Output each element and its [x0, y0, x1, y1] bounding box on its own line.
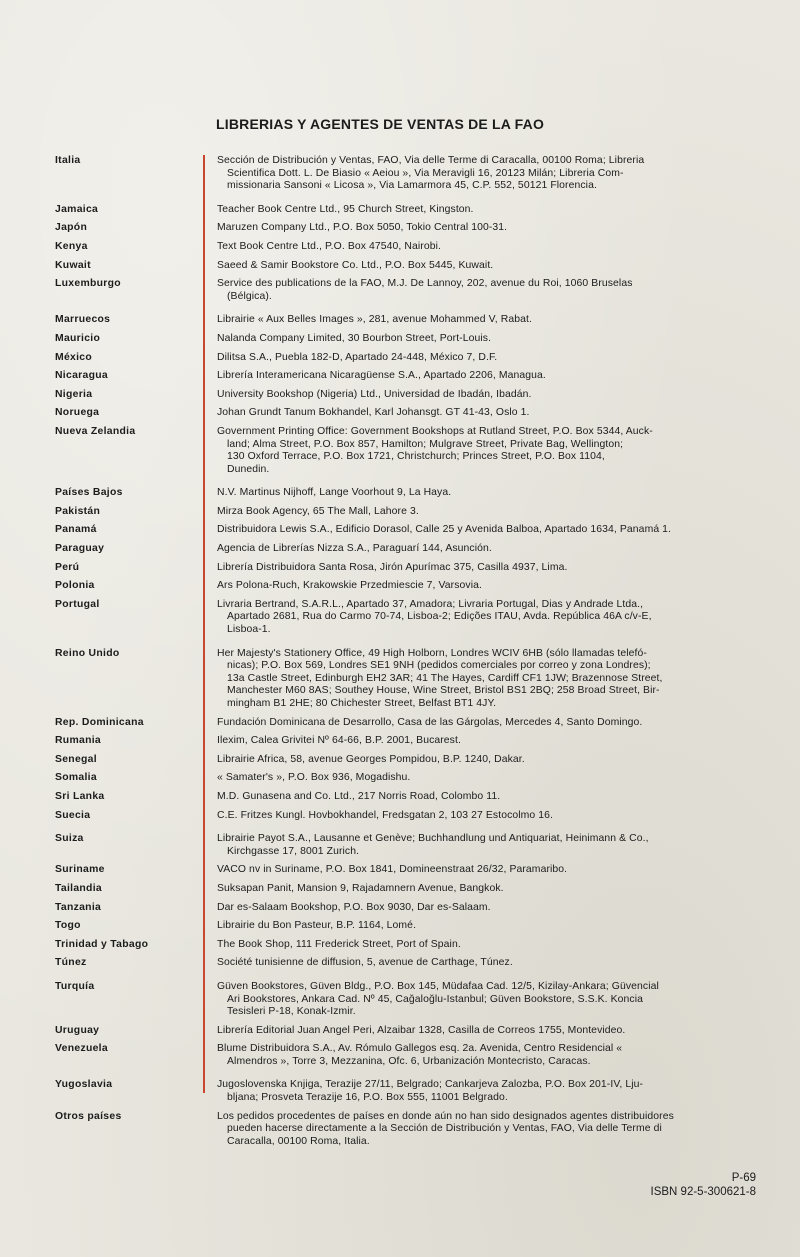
list-item — [55, 506, 767, 519]
country-name: Panamá — [55, 524, 97, 536]
country-name: Otros países — [55, 1110, 122, 1122]
agent-line: Livraria Bertrand, S.A.R.L., Apartado 37, Amadora; Livraria Portugal, Dias y Andrade Ltda., — [217, 598, 644, 610]
agent-details — [203, 352, 767, 365]
list-item — [55, 352, 767, 365]
country-name: Reino Unido — [55, 647, 120, 659]
agent-line: Distribuidora Lewis S.A., Edificio Dorasol, Calle 25 y Avenida Balboa, Apartado 1634, Panamá 1. — [217, 524, 672, 536]
country-name: Kuwait — [55, 259, 91, 271]
list-item — [55, 204, 767, 217]
agent-details — [203, 204, 767, 217]
agent-details — [203, 791, 767, 804]
agent-details — [203, 260, 767, 273]
agent-details — [203, 810, 767, 823]
agent-line: Manchester M60 8AS; Southey House, Wine Street, Bristol BS1 2BQ; 258 Broad Street, Bir- — [227, 685, 660, 697]
agent-details — [203, 902, 767, 915]
agent-details — [203, 222, 767, 235]
list-item — [55, 939, 767, 952]
country-name: Togo — [55, 920, 81, 932]
agent-details — [203, 833, 767, 858]
agent-line: Librairie Africa, 58, avenue Georges Pompidou, B.P. 1240, Dakar. — [217, 753, 525, 765]
list-item — [55, 543, 767, 556]
country-name: Tailandia — [55, 882, 102, 894]
list-item — [55, 981, 767, 1019]
agent-details — [203, 981, 767, 1019]
agent-details — [203, 524, 767, 537]
country-name: Somalia — [55, 772, 97, 784]
agent-line: bljana; Prosveta Terazije 16, P.O. Box 555, 11001 Belgrado. — [227, 1092, 508, 1104]
page-title: LIBRERIAS Y AGENTES DE VENTAS DE LA FAO — [216, 116, 545, 132]
list-item — [55, 314, 767, 327]
agent-line: Librería Interamericana Nicaragüense S.A., Apartado 2206, Managua. — [217, 370, 546, 382]
agent-line: Lisboa-1. — [227, 624, 271, 636]
agent-line: Caracalla, 00100 Roma, Italia. — [227, 1135, 370, 1147]
country-name: Venezuela — [55, 1043, 108, 1055]
country-name: Trinidad y Tabago — [55, 938, 149, 950]
agent-line: 130 Oxford Terrace, P.O. Box 1721, Christchurch; Princes Street, P.O. Box 1104, — [227, 451, 605, 463]
agent-line: C.E. Fritzes Kungl. Hovbokhandel, Fredsgatan 2, 103 27 Estocolmo 16. — [217, 809, 554, 821]
list-item — [55, 957, 767, 970]
agent-line: Government Printing Office: Government Bookshops at Rutland Street, P.O. Box 5344, Auck- — [217, 425, 653, 437]
isbn: ISBN 92-5-300621-8 — [650, 1186, 756, 1198]
list-item — [55, 222, 767, 235]
agent-details — [203, 717, 767, 730]
agent-line: Text Book Centre Ltd., P.O. Box 47540, Nairobi. — [217, 240, 441, 252]
agent-line: Nalanda Company Limited, 30 Bourbon Street, Port-Louis. — [217, 332, 492, 344]
country-name: Sri Lanka — [55, 790, 105, 802]
country-name: Italia — [55, 155, 81, 166]
agent-line: Maruzen Company Ltd., P.O. Box 5050, Tokio Central 100-31. — [217, 222, 508, 234]
agent-details — [203, 648, 767, 711]
list-item — [55, 1043, 767, 1068]
list-item — [55, 920, 767, 933]
country-name: México — [55, 351, 93, 363]
agent-line: Kirchgasse 17, 8001 Zurich. — [227, 845, 360, 857]
agent-line: Librairie du Bon Pasteur, B.P. 1164, Lomé. — [217, 920, 417, 932]
agent-line: 13a Castle Street, Edinburgh EH2 3AR; 41 The Hayes, Cardiff CF1 1JW; Brazennose Street, — [227, 672, 663, 684]
list-item — [55, 833, 767, 858]
agent-details — [203, 580, 767, 593]
list-item — [55, 407, 767, 420]
agent-details — [203, 957, 767, 970]
agent-line: Société tunisienne de diffusion, 5, avenue de Carthage, Túnez. — [217, 957, 513, 969]
country-name: Senegal — [55, 753, 97, 765]
country-name: Rep. Dominicana — [55, 716, 144, 728]
agent-line: Ari Bookstores, Ankara Cad. Nº 45, Cağaloğlu-Istanbul; Güven Bookstore, S.S.K. Koncia — [227, 993, 644, 1005]
list-item — [55, 278, 767, 303]
list-item — [55, 155, 767, 193]
agent-details — [203, 1079, 767, 1104]
agent-details — [203, 1043, 767, 1068]
agent-details — [203, 883, 767, 896]
list-item — [55, 599, 767, 637]
agent-details — [203, 389, 767, 402]
country-name: Suriname — [55, 864, 105, 876]
agent-details — [203, 314, 767, 327]
agent-line: land; Alma Street, P.O. Box 857, Hamilton; Mulgrave Street, Private Bag, Wellington; — [227, 438, 624, 450]
list-item — [55, 1025, 767, 1038]
country-name: Rumania — [55, 735, 101, 747]
agent-line: nicas); P.O. Box 569, Londres SE1 9NH (pedidos comerciales por correo y zona Londres); — [227, 660, 651, 672]
agent-line: Suksapan Panit, Mansion 9, Rajadamnern Avenue, Bangkok. — [217, 882, 504, 894]
agent-line: Librairie Payot S.A., Lausanne et Genève; Buchhandlung und Antiquariat, Heinimann & Co., — [217, 833, 649, 845]
country-name: Nueva Zelandia — [55, 425, 136, 437]
agent-line: Apartado 2681, Rua do Carmo 70-74, Lisboa-2; Edições ITAU, Avda. República 46A c/v-E, — [227, 611, 652, 623]
list-item — [55, 1111, 767, 1149]
country-name: Tanzania — [55, 901, 102, 913]
list-item — [55, 562, 767, 575]
agent-line: Saeed & Samir Bookstore Co. Ltd., P.O. Box 5445, Kuwait. — [217, 259, 494, 271]
country-name: Japón — [55, 222, 88, 234]
agent-details — [203, 754, 767, 767]
agent-line: Service des publications de la FAO, M.J. De Lannoy, 202, avenue du Roi, 1060 Bruselas — [217, 278, 633, 290]
agent-details — [203, 562, 767, 575]
agent-details — [203, 278, 767, 303]
country-name: Noruega — [55, 407, 100, 419]
agent-details — [203, 407, 767, 420]
agent-details — [203, 599, 767, 637]
agent-line: Ilexim, Calea Grivitei Nº 64-66, B.P. 2001, Bucarest. — [217, 735, 461, 747]
list-item — [55, 260, 767, 273]
agent-line: Her Majesty's Stationery Office, 49 High Holborn, Londres WCIV 6HB (sólo llamadas telefó- — [217, 647, 647, 659]
agent-line: Librairie « Aux Belles Images », 281, avenue Mohammed V, Rabat. — [217, 314, 532, 326]
list-item — [55, 754, 767, 767]
agent-line: M.D. Gunasena and Co. Ltd., 217 Norris Road, Colombo 11. — [217, 790, 501, 802]
country-name: Luxemburgo — [55, 278, 121, 290]
country-name: Túnez — [55, 957, 87, 969]
agent-line: The Book Shop, 111 Frederick Street, Port of Spain. — [217, 938, 461, 950]
list-item — [55, 902, 767, 915]
agent-line: Mirza Book Agency, 65 The Mall, Lahore 3. — [217, 505, 419, 517]
agent-line: Dilitsa S.A., Puebla 182-D, Apartado 24-448, México 7, D.F. — [217, 351, 498, 363]
list-item — [55, 1079, 767, 1104]
agent-line: N.V. Martinus Nijhoff, Lange Voorhout 9, La Haya. — [217, 487, 452, 499]
list-item — [55, 389, 767, 402]
agent-line: Dunedin. — [227, 463, 270, 475]
agent-line: missionaria Sansoni « Licosa », Via Lamarmora 45, C.P. 552, 50121 Florencia. — [227, 180, 597, 192]
country-name: Yugoslavia — [55, 1079, 113, 1091]
country-name: Mauricio — [55, 332, 101, 344]
list-item — [55, 810, 767, 823]
agent-line: Tesisleri P-18, Konak-Izmir. — [227, 1006, 356, 1018]
agent-details — [203, 1025, 767, 1038]
list-item — [55, 580, 767, 593]
agent-line: Johan Grundt Tanum Bokhandel, Karl Johansgt. GT 41-43, Oslo 1. — [217, 407, 530, 419]
agent-details — [203, 426, 767, 476]
country-name: Paraguay — [55, 543, 105, 555]
country-name: Turquía — [55, 980, 95, 992]
list-item — [55, 648, 767, 711]
agent-line: Blume Distribuidora S.A., Av. Rómulo Gallegos esq. 2a. Avenida, Centro Residencial « — [217, 1043, 623, 1055]
country-name: Perú — [55, 561, 80, 573]
agent-details — [203, 333, 767, 346]
publication-code: P-69 — [731, 1172, 756, 1184]
agent-details — [203, 864, 767, 877]
list-item — [55, 735, 767, 748]
country-name: Nicaragua — [55, 370, 108, 382]
country-name: Suiza — [55, 833, 84, 845]
country-name: Pakistán — [55, 505, 101, 517]
country-name: Nigeria — [55, 388, 93, 400]
agent-details — [203, 487, 767, 500]
agent-line: (Bélgica). — [227, 290, 272, 302]
list-item — [55, 864, 767, 877]
agent-line: VACO nv in Suriname, P.O. Box 1841, Domineenstraat 26/32, Paramaribo. — [217, 864, 568, 876]
agent-line: Almendros », Torre 3, Mezzanina, Ofc. 6, Urbanización Montecristo, Caracas. — [227, 1055, 591, 1067]
list-item — [55, 883, 767, 896]
list-item — [55, 772, 767, 785]
agent-line: Los pedidos procedentes de países en donde aún no han sido designados agentes distribuidores — [217, 1110, 674, 1122]
country-name: Países Bajos — [55, 487, 123, 499]
agent-line: mingham B1 2HE; 80 Chichester Street, Belfast BT1 4JY. — [227, 698, 497, 709]
agent-details — [203, 939, 767, 952]
agent-details — [203, 1111, 767, 1149]
country-name: Kenya — [55, 240, 88, 252]
agent-line: Scientifica Dott. L. De Biasio « Aeiou », Via Meravigli 16, 20123 Milán; Libreria Com- — [227, 167, 624, 179]
agent-line: Agencia de Librerías Nizza S.A., Paraguarí 144, Asunción. — [217, 543, 492, 555]
footer — [651, 1171, 756, 1199]
agent-line: Güven Bookstores, Güven Bldg., P.O. Box 145, Müdafaa Cad. 12/5, Kizilay-Ankara; Güvencial — [217, 980, 659, 992]
agent-line: Jugoslovenska Knjiga, Terazije 27/11, Belgrado; Cankarjeva Zalozba, P.O. Box 201-IV, Lju- — [217, 1079, 644, 1091]
country-name: Suecia — [55, 809, 91, 821]
agent-details — [203, 370, 767, 383]
agent-line: Librería Editorial Juan Angel Peri, Alzaibar 1328, Casilla de Correos 1755, Montevideo. — [217, 1024, 626, 1036]
country-name: Marruecos — [55, 314, 111, 326]
agent-line: Sección de Distribución y Ventas, FAO, Via delle Terme di Caracalla, 00100 Roma; Libreria — [217, 155, 645, 166]
agent-line: Fundación Dominicana de Desarrollo, Casa de las Gárgolas, Mercedes 4, Santo Domingo. — [217, 716, 643, 728]
agent-line: Librería Distribuidora Santa Rosa, Jirón Apurímac 375, Casilla 4937, Lima. — [217, 561, 568, 573]
list-item — [55, 241, 767, 254]
agent-details — [203, 772, 767, 785]
list-item — [55, 426, 767, 476]
agent-line: « Samater's », P.O. Box 936, Mogadishu. — [217, 772, 411, 784]
list-item — [55, 524, 767, 537]
agent-line: pueden hacerse directamente a la Sección de Distribución y Ventas, FAO, Via delle Terme di — [227, 1123, 662, 1135]
list-item — [55, 370, 767, 383]
agent-details — [203, 920, 767, 933]
country-name: Portugal — [55, 598, 100, 610]
country-name: Uruguay — [55, 1024, 100, 1036]
list-item — [55, 791, 767, 804]
agent-details — [203, 735, 767, 748]
list-item — [55, 717, 767, 730]
agent-details — [203, 506, 767, 519]
agent-details — [203, 543, 767, 556]
agent-line: University Bookshop (Nigeria) Ltd., Universidad de Ibadán, Ibadán. — [217, 388, 532, 400]
list-item — [55, 333, 767, 346]
agent-line: Ars Polona-Ruch, Krakowskie Przedmiescie 7, Varsovia. — [217, 580, 482, 592]
country-name: Jamaica — [55, 203, 99, 215]
agents-list — [55, 155, 767, 1148]
country-name: Polonia — [55, 580, 95, 592]
agent-details — [203, 155, 767, 193]
agent-line: Teacher Book Centre Ltd., 95 Church Street, Kingston. — [217, 203, 474, 215]
list-item — [55, 487, 767, 500]
agent-details — [203, 241, 767, 254]
agent-line: Dar es-Salaam Bookshop, P.O. Box 9030, Dar es-Salaam. — [217, 901, 491, 913]
